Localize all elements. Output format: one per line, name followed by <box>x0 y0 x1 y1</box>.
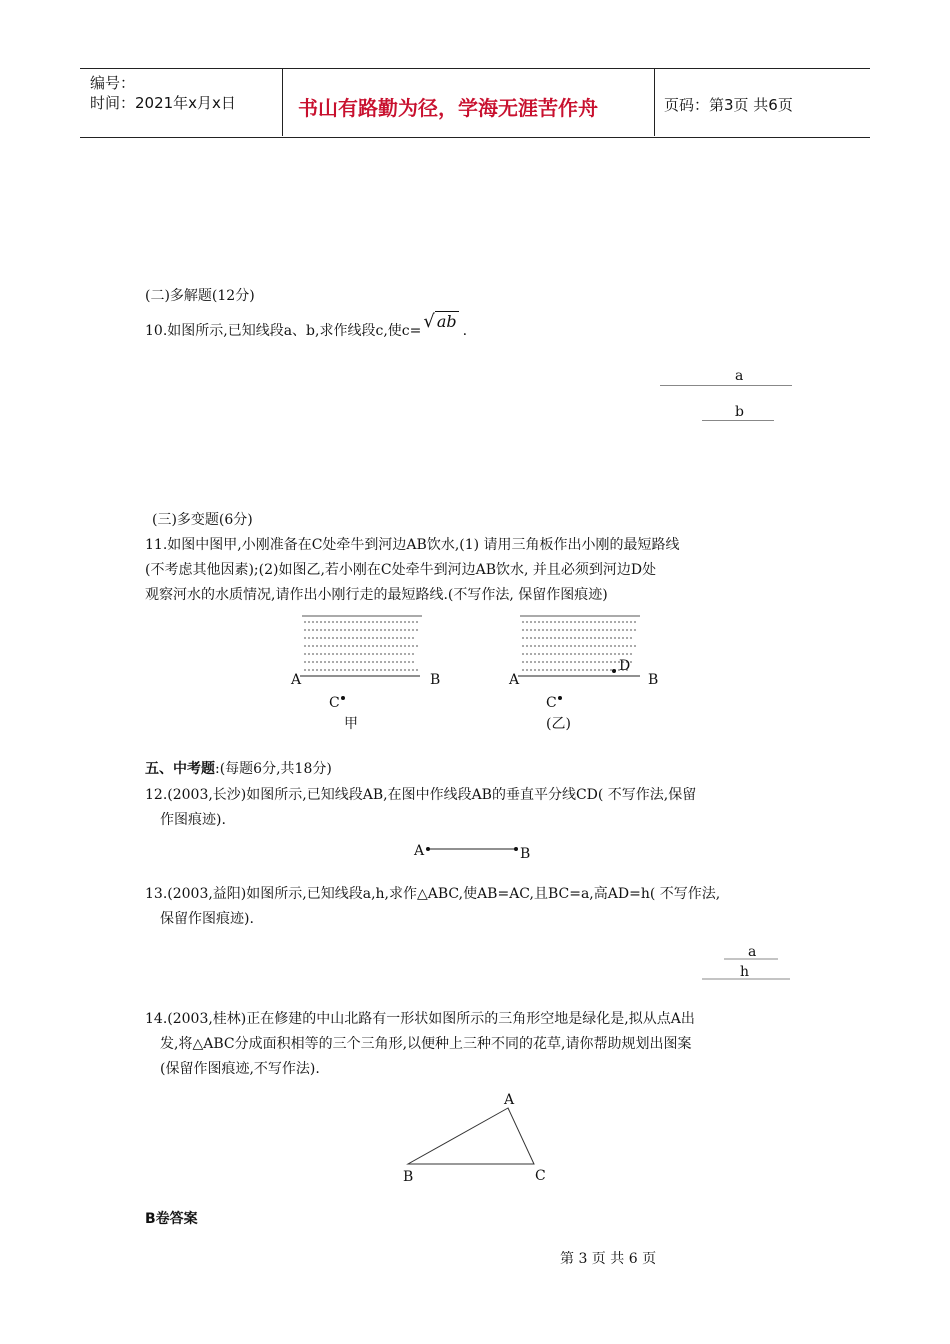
segment-b-label: b <box>735 404 744 420</box>
point-B-label-jia: B <box>430 672 441 688</box>
header-time-label: 时间：2021年x月x日 <box>90 94 236 112</box>
section-title-multi-variation: (三)多变题(6分) <box>152 512 253 528</box>
q14-vertex-C-label: C <box>535 1168 546 1184</box>
figure-caption-jia: 甲 <box>344 716 358 732</box>
q12-point-A <box>426 847 430 851</box>
question-10-tail: . <box>462 323 468 339</box>
answer-section-title: B卷答案 <box>145 1211 198 1227</box>
sqrt-radicand: ab <box>436 312 457 331</box>
q14-vertex-A-label: A <box>504 1092 515 1108</box>
section-title-multi-solution: (二)多解题(12分) <box>145 288 255 304</box>
header-page-label: 页码：第3页 共6页 <box>664 96 793 114</box>
point-C-yi <box>558 696 562 700</box>
question-14-line2: 发,将△ABC分成面积相等的三个三角形,以便种上三种不同的花草,请你帮助规划出图案 <box>160 1036 692 1052</box>
question-14-line3: (保留作图痕迹,不写作法). <box>160 1061 320 1077</box>
point-B-label-yi: B <box>648 672 659 688</box>
point-D-label-yi: D <box>619 658 631 674</box>
question-11-line3: 观察河水的水质情况,请作出小刚行走的最短路线.(不写作法, 保留作图痕迹) <box>145 587 608 603</box>
sqrt-radical-icon: √ <box>423 311 435 332</box>
question-12-line2: 作图痕迹). <box>160 812 226 828</box>
page-footer: 第 3 页 共 6 页 <box>560 1251 657 1267</box>
river-water-lines <box>302 616 422 670</box>
question-13-line2: 保留作图痕迹). <box>160 911 254 927</box>
question-13-line1: 13.(2003,益阳)如图所示,已知线段a,h,求作△ABC,使AB=AC,且BC=a,高AD=h( 不写作法, <box>145 886 721 902</box>
q13-segment-a-label: a <box>748 944 757 960</box>
question-10-prompt: 10.如图所示,已知线段a、b,求作线段c,使c= <box>145 323 422 339</box>
segment-a-label: a <box>735 368 744 384</box>
point-C-label-yi: C <box>546 695 557 711</box>
q12-point-A-label: A <box>414 843 425 859</box>
q12-point-B <box>514 847 518 851</box>
point-A-label-yi: A <box>509 672 520 688</box>
question-11-line2: (不考虑其他因素);(2)如图乙,若小刚在C处牵牛到河边AB饮水, 并且必须到河边D处 <box>145 562 657 578</box>
figure-caption-yi: (乙) <box>546 716 571 732</box>
section-5-note: :(每题6分,共18分) <box>215 761 332 777</box>
header-motto: 书山有路勤为径，学海无涯苦作舟 <box>298 96 598 120</box>
section-5-heading: 五、中考题 <box>145 761 215 777</box>
question-14-line1: 14.(2003,桂林)正在修建的中山北路有一形状如图所示的三角形空地是绿化是,拟从点A出 <box>145 1011 695 1027</box>
point-C-label-jia: C <box>329 695 340 711</box>
q14-vertex-B-label: B <box>403 1169 414 1185</box>
header-number-label: 编号： <box>90 74 136 92</box>
section-title-exam <box>145 757 332 781</box>
q13-segment-h-label: h <box>740 964 750 980</box>
q14-triangle-ABC <box>408 1108 534 1164</box>
point-A-label-jia: A <box>291 672 302 688</box>
q12-point-B-label: B <box>520 846 531 862</box>
question-12-line1: 12.(2003,长沙)如图所示,已知线段AB,在图中作线段AB的垂直平分线CD( 不写作法,保留 <box>145 787 697 803</box>
point-C-jia <box>341 696 345 700</box>
question-11-line1: 11.如图中图甲,小刚准备在C处牵牛到河边AB饮水,(1) 请用三角板作出小刚的最短路线 <box>145 537 680 553</box>
point-D-yi <box>612 669 616 673</box>
